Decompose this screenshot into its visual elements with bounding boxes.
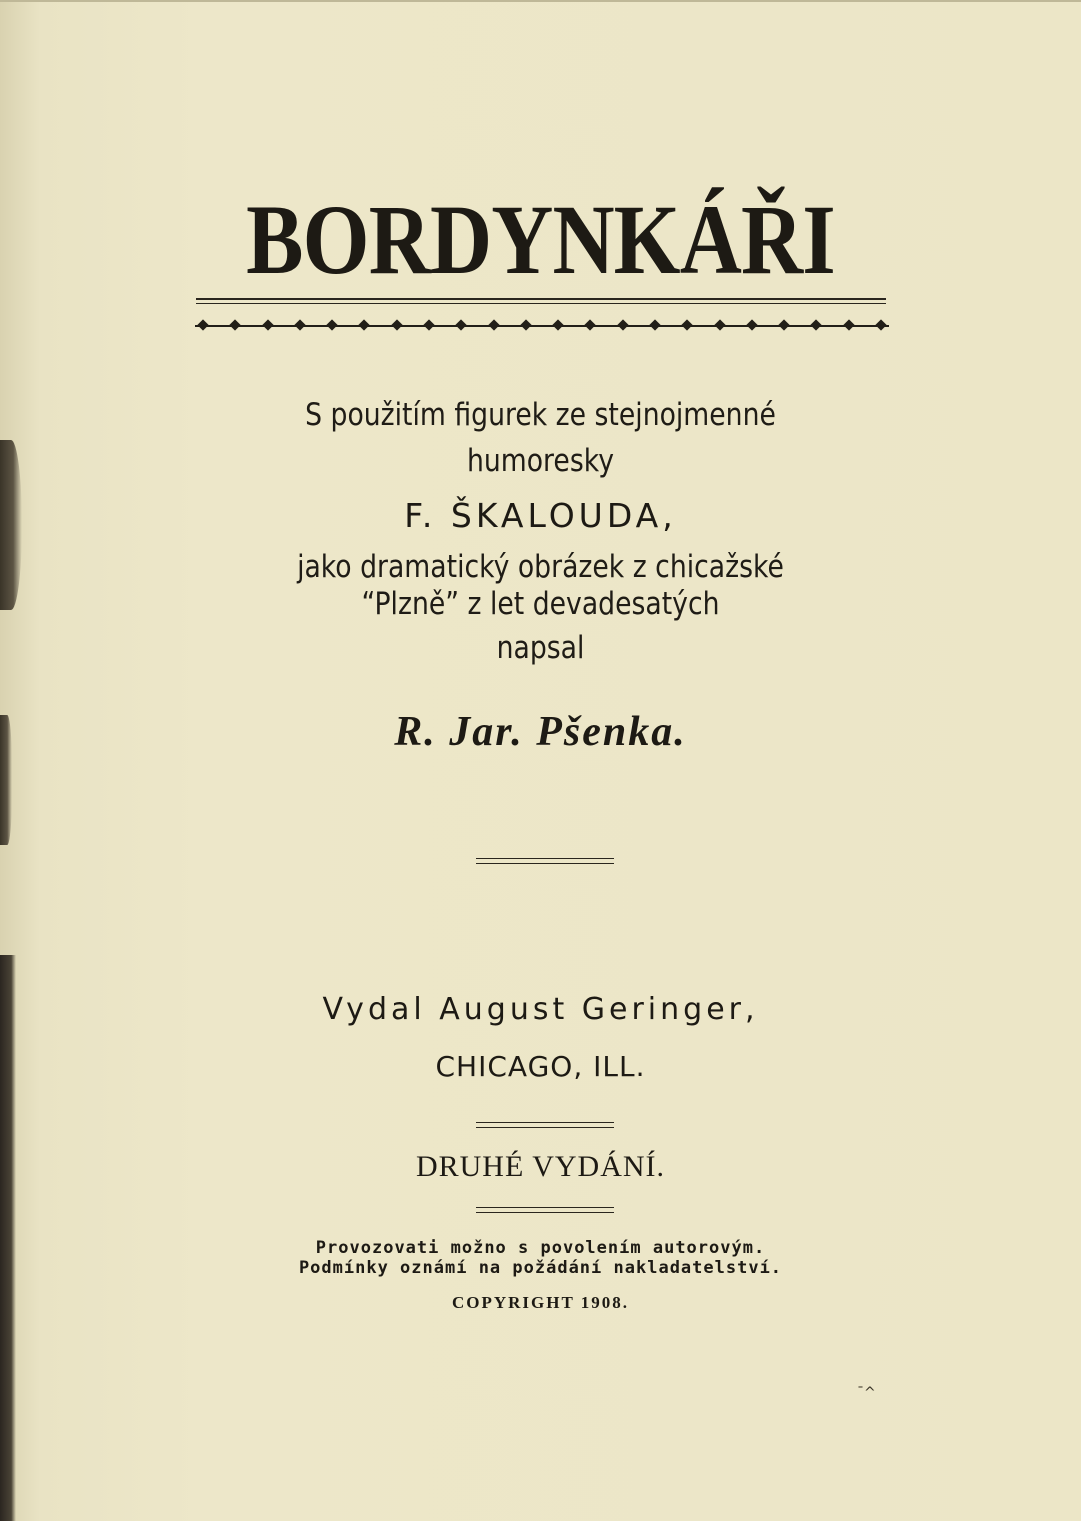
diamond-ornament <box>875 319 886 330</box>
diamond-ornament <box>649 319 660 330</box>
diamond-ornament <box>326 319 337 330</box>
diamond-ornament <box>552 319 563 330</box>
pencil-mark: ˉ^ <box>857 1385 876 1401</box>
diamond-ornament <box>197 319 208 330</box>
diamond-ornament <box>843 319 854 330</box>
diamond-ornament <box>359 319 370 330</box>
subtitle-line-1: S použitím figurek ze stejnojmenné <box>305 397 776 433</box>
divider-3 <box>476 1207 614 1213</box>
diamond-ornament <box>714 319 725 330</box>
diamond-ornament <box>391 319 402 330</box>
subtitle-line-5: “Plzně” z let devadesatých <box>361 586 720 622</box>
publisher-line: Vydal August Geringer, <box>322 992 759 1027</box>
copyright-line: COPYRIGHT 1908. <box>451 1293 630 1312</box>
diamond-ornament <box>423 319 434 330</box>
diamond-ornament <box>778 319 789 330</box>
subtitle-line-2: humoresky <box>466 443 615 479</box>
author-name: R. Jar. Pšenka. <box>394 709 687 755</box>
diamond-ornament <box>294 319 305 330</box>
edition-label: DRUHÉ VYDÁNÍ. <box>415 1150 666 1183</box>
subtitle-line-4: jako dramatický obrázek z chicažské <box>297 549 784 585</box>
divider-1 <box>476 858 614 864</box>
title-rule <box>196 298 886 304</box>
page-title: BORDYNKÁŘI <box>246 184 835 295</box>
diamond-ornament <box>456 319 467 330</box>
diamond-ornament <box>617 319 628 330</box>
divider-2 <box>476 1122 614 1128</box>
notice-line-1: Provozovati možno s povolením autorovým. <box>315 1238 766 1258</box>
subtitle-line-6: napsal <box>496 630 585 666</box>
source-author: F. ŠKALOUDA, <box>404 496 677 535</box>
diamond-ornament <box>746 319 757 330</box>
diamond-ornament-rule <box>195 318 889 334</box>
diamond-ornament <box>262 319 273 330</box>
diamond-ornament <box>488 319 499 330</box>
notice-line-2: Podmínky oznámí na požádání nakladatelství. <box>298 1258 783 1278</box>
publisher-city: CHICAGO, ILL. <box>435 1050 646 1083</box>
top-edge <box>0 0 1081 2</box>
diamond-ornament <box>230 319 241 330</box>
diamond-ornament <box>585 319 596 330</box>
diamond-ornament <box>811 319 822 330</box>
diamond-ornament <box>682 319 693 330</box>
diamond-ornament <box>520 319 531 330</box>
